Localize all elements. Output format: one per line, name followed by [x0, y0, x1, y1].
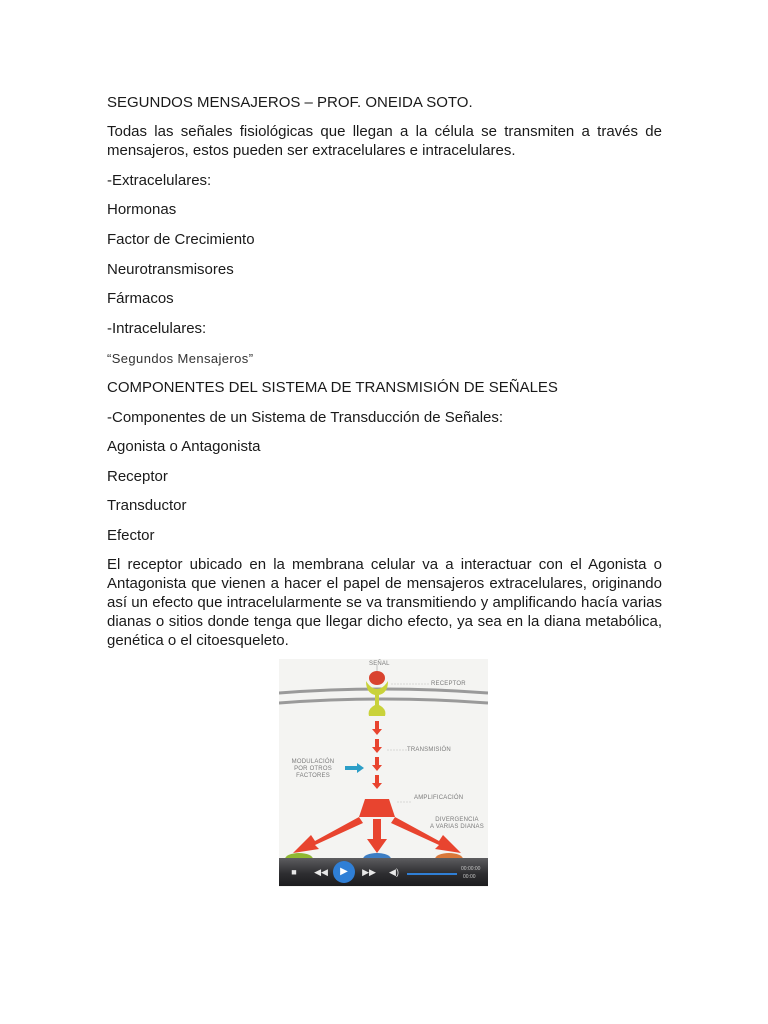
transmission-arrow-icon	[372, 757, 382, 771]
divergencia-label	[427, 817, 487, 831]
components-heading: -Componentes de un Sistema de Transducción de Señales:	[107, 409, 504, 426]
transmision-label: TRANSMISIÓN	[407, 747, 451, 753]
time-elapsed: 00:00:00	[461, 866, 481, 872]
divergencia-line: A VARIAS DIANAS	[430, 824, 484, 830]
transmission-arrow-icon	[372, 721, 382, 735]
extracelulares-item: Fármacos	[107, 290, 174, 307]
volume-icon: ◀)	[389, 867, 399, 877]
stop-icon: ■	[291, 867, 297, 877]
amplificacion-label: AMPLIFICACIÓN	[414, 795, 464, 801]
component-item: Transductor	[107, 497, 187, 514]
membrane-inner-line	[279, 699, 488, 703]
time-total: 00:00	[463, 874, 476, 880]
volume-slider[interactable]	[407, 873, 457, 875]
rewind-icon: ◀◀	[314, 867, 328, 877]
modulacion-line: POR OTROS	[294, 766, 332, 772]
divergencia-line: DIVERGENCIA	[435, 817, 479, 823]
extracelulares-heading: -Extracelulares:	[107, 172, 212, 189]
modulacion-label	[287, 759, 339, 780]
amplification-block	[359, 799, 395, 817]
modulacion-line: FACTORES	[296, 773, 330, 779]
document-title: SEGUNDOS MENSAJEROS – PROF. ONEIDA SOTO.	[107, 94, 473, 111]
transmission-arrow-icon	[372, 775, 382, 789]
divergence-arrow-left-icon	[293, 817, 363, 853]
signal-ligand	[369, 671, 385, 685]
component-item: Agonista o Antagonista	[107, 438, 261, 455]
extracelulares-item: Neurotransmisores	[107, 261, 234, 278]
transmission-arrows	[372, 721, 382, 789]
fast-forward-button[interactable]	[361, 862, 377, 882]
rewind-button[interactable]	[313, 862, 329, 882]
volume-button[interactable]	[387, 862, 401, 882]
play-icon: ▶	[340, 866, 348, 877]
extracelulares-item: Factor de Crecimiento	[107, 231, 255, 248]
component-item: Receptor	[107, 468, 168, 485]
divergence-arrow-center-icon	[367, 819, 387, 853]
senal-label: SEÑAL	[369, 661, 390, 667]
play-button[interactable]	[333, 861, 355, 883]
modulacion-line: MODULACIÓN	[291, 759, 335, 765]
signal-transduction-figure	[279, 659, 488, 887]
intracelulares-heading: -Intracelulares:	[107, 320, 207, 337]
component-item: Efector	[107, 527, 155, 544]
video-player-bar	[279, 858, 488, 886]
extracelulares-item: Hormonas	[107, 201, 177, 218]
fast-forward-icon: ▶▶	[362, 867, 376, 877]
modulation-arrow-icon	[345, 763, 364, 773]
intracelulares-item: “Segundos Mensajeros”	[107, 351, 254, 366]
intro-paragraph: Todas las señales fisiológicas que llegan a la célula se transmiten a través de mensajeros, estos pueden ser extracelulares e intracelulares.	[107, 123, 662, 159]
stop-button[interactable]	[287, 862, 301, 882]
section-heading: COMPONENTES DEL SISTEMA DE TRANSMISIÓN DE SEÑALES	[107, 379, 558, 396]
transmission-arrow-icon	[372, 739, 382, 753]
receptor-label: RECEPTOR	[431, 681, 466, 687]
body-paragraph: El receptor ubicado en la membrana celular va a interactuar con el Agonista o Antagonista que vienen a hacer el papel de mensajeros extracelulares, originando así un efecto que intracelularmente se va transmitiendo y amplificando hacía varias dianas o sitios donde tenga que llegar dicho efecto, ya sea en la diana metabólica, genética o el citoesqueleto.	[107, 556, 662, 649]
